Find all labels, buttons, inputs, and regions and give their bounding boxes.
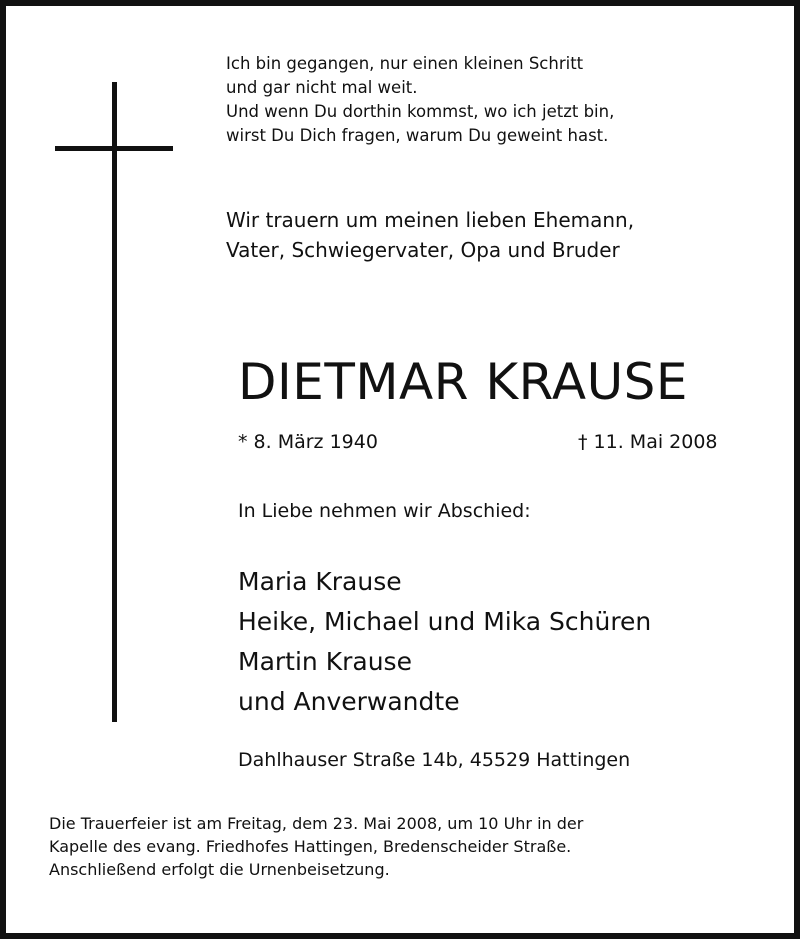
address: Dahlhauser Straße 14b, 45529 Hattingen (238, 749, 631, 771)
farewell-text: In Liebe nehmen wir Abschied: (238, 500, 531, 522)
family-members (238, 562, 651, 722)
family-member: Heike, Michael und Mika Schüren (238, 607, 652, 636)
mourning-line: Vater, Schwiegervater, Opa und Bruder (226, 238, 620, 262)
birth-date: * 8. März 1940 (238, 431, 378, 453)
cross-icon (112, 82, 117, 722)
ceremony-info (49, 812, 583, 881)
poem-line: wirst Du Dich fragen, warum Du geweint hast. (226, 126, 609, 145)
family-member: Maria Krause (238, 567, 402, 596)
mourning-line: Wir trauern um meinen lieben Ehemann, (226, 208, 635, 232)
ceremony-line: Kapelle des evang. Friedhofes Hattingen, Bredenscheider Straße. (49, 837, 572, 856)
ceremony-line: Die Trauerfeier ist am Freitag, dem 23. Mai 2008, um 10 Uhr in der (49, 814, 584, 833)
poem-line: Ich bin gegangen, nur einen kleinen Schritt (226, 54, 584, 73)
family-member: Martin Krause (238, 647, 412, 676)
mourning-statement (226, 205, 634, 265)
poem (226, 52, 614, 148)
poem-line: Und wenn Du dorthin kommst, wo ich jetzt bin, (226, 102, 615, 121)
poem-line: und gar nicht mal weit. (226, 78, 418, 97)
family-member: und Anverwandte (238, 687, 460, 716)
death-date: † 11. Mai 2008 (578, 431, 718, 453)
deceased-name: DIETMAR KRAUSE (238, 353, 688, 411)
ceremony-line: Anschließend erfolgt die Urnenbeisetzung. (49, 860, 390, 879)
cross-icon-crossbar (55, 146, 173, 151)
